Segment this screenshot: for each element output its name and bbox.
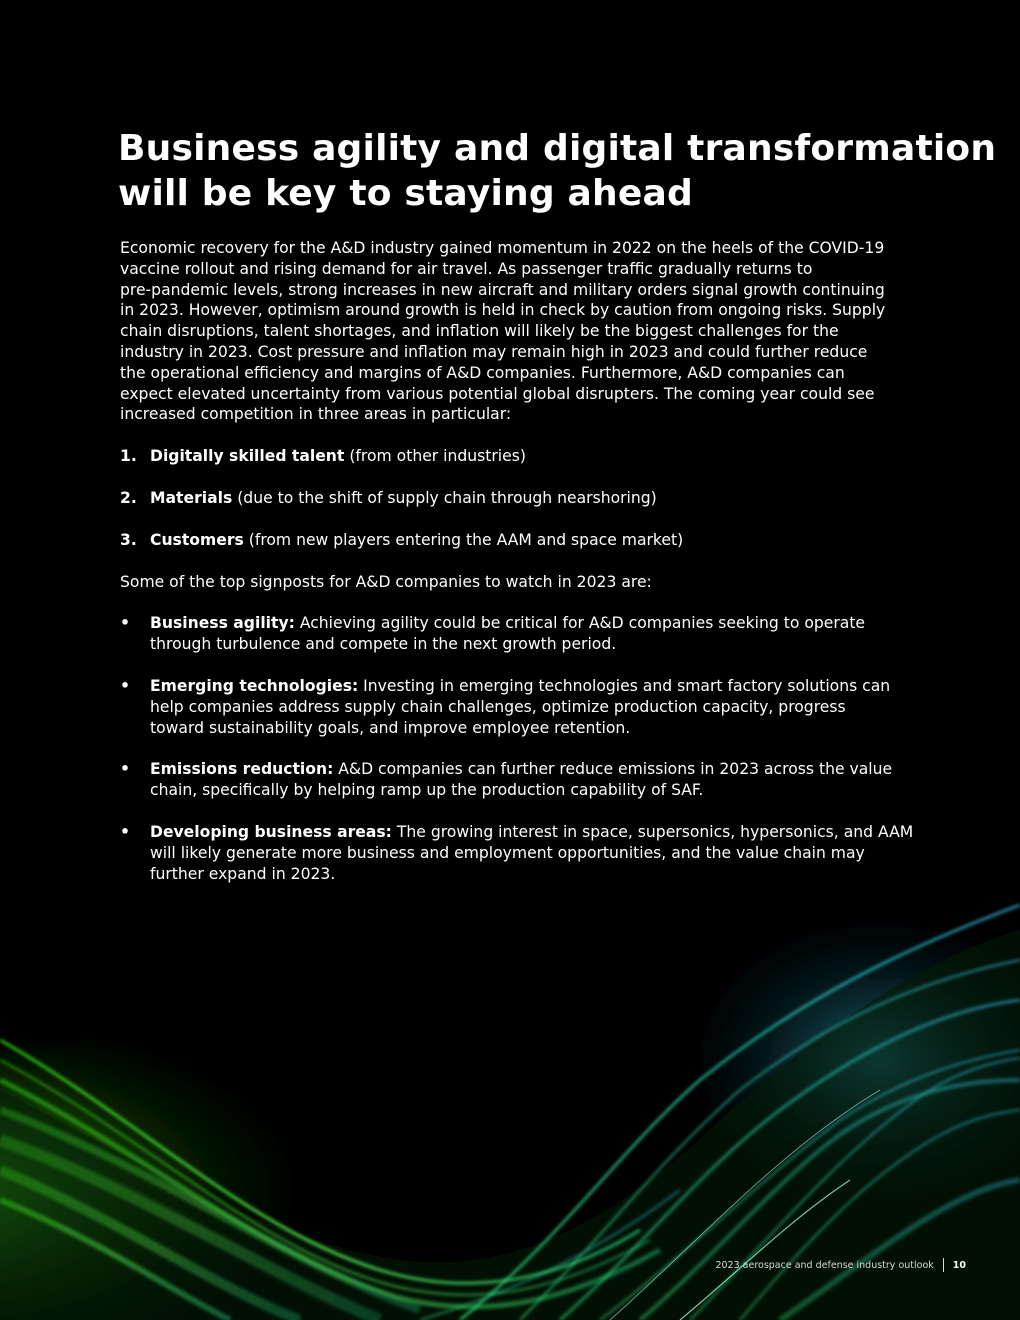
list-item	[120, 488, 918, 509]
page-title-line: Business agility and digital transformation	[118, 128, 997, 169]
list-item-heading: Business agility:	[150, 614, 295, 633]
list-number: 3.	[120, 530, 137, 549]
list-item	[120, 759, 918, 801]
paragraph-line: in 2023. However, optimism around growth is held in check by caution from ongoing risks. Supply	[120, 301, 886, 320]
bullet-icon: •	[120, 760, 130, 779]
list-item	[120, 613, 918, 655]
paragraph-line: expect elevated uncertainty from various potential global disrupters. The coming year could see	[120, 384, 875, 403]
list-item-heading: Developing business areas:	[150, 822, 392, 841]
list-item-text: A&D companies can further reduce emissions in 2023 across the value	[333, 760, 893, 779]
list-item-text: (due to the shift of supply chain through nearshoring)	[232, 488, 657, 507]
page-title-line: will be key to staying ahead	[118, 173, 693, 214]
list-number: 2.	[120, 488, 137, 507]
bullet-icon: •	[120, 822, 130, 841]
list-item-text: (from other industries)	[344, 447, 526, 466]
bullet-icon: •	[120, 614, 130, 633]
intro-paragraph	[120, 238, 918, 425]
list-item	[120, 822, 918, 884]
page-title	[118, 126, 997, 216]
list-item-text: toward sustainability goals, and improve employee retention.	[150, 718, 631, 737]
paragraph-line: industry in 2023. Cost pressure and inflation may remain high in 2023 and could further reduce	[120, 342, 868, 361]
paragraph-line: chain disruptions, talent shortages, and inflation will likely be the biggest challenges for the	[120, 322, 839, 341]
list-item-text: Investing in emerging technologies and smart factory solutions can	[358, 676, 891, 695]
bullet-list	[120, 613, 918, 884]
paragraph-line: increased competition in three areas in particular:	[120, 405, 512, 424]
paragraph-line: Some of the top signposts for A&D companies to watch in 2023 are:	[120, 572, 652, 591]
page-footer	[715, 1258, 966, 1272]
paragraph-line: pre-pandemic levels, strong increases in new aircraft and military orders signal growth continuing	[120, 280, 885, 299]
list-item	[120, 676, 918, 738]
paragraph-line: vaccine rollout and rising demand for air travel. As passenger traffic gradually returns to	[120, 259, 813, 278]
list-item-heading: Digitally skilled talent	[150, 447, 345, 466]
list-item-text: The growing interest in space, supersonics, hypersonics, and AAM	[391, 822, 914, 841]
signposts-intro	[120, 572, 918, 593]
footer-doc-title: 2023 aerospace and defense industry outlook	[715, 1259, 934, 1271]
list-item-heading: Emissions reduction:	[150, 760, 334, 779]
list-item-text: through turbulence and compete in the next growth period.	[150, 635, 617, 654]
list-item	[120, 446, 918, 467]
list-item-text: chain, specifically by helping ramp up the production capability of SAF.	[150, 781, 704, 800]
list-item-heading: Materials	[150, 488, 233, 507]
paragraph-line: the operational efficiency and margins of A&D companies. Furthermore, A&D companies can	[120, 363, 845, 382]
list-item-text: will likely generate more business and employment opportunities, and the value chain may	[150, 843, 865, 862]
list-item-heading: Emerging technologies:	[150, 676, 359, 695]
list-item-text: (from new players entering the AAM and space market)	[243, 530, 684, 549]
numbered-list	[120, 446, 918, 550]
bullet-icon: •	[120, 676, 130, 695]
list-item-text: help companies address supply chain challenges, optimize production capacity, progress	[150, 697, 846, 716]
main-content	[118, 126, 997, 905]
footer-divider	[943, 1258, 944, 1272]
list-item-text: further expand in 2023.	[150, 864, 336, 883]
list-item-heading: Customers	[150, 530, 244, 549]
page-number: 10	[952, 1259, 966, 1271]
list-item	[120, 530, 918, 551]
list-number: 1.	[120, 447, 137, 466]
list-item-text: Achieving agility could be critical for A&D companies seeking to operate	[294, 614, 866, 633]
paragraph-line: Economic recovery for the A&D industry gained momentum in 2022 on the heels of the COVID-19	[120, 239, 885, 257]
